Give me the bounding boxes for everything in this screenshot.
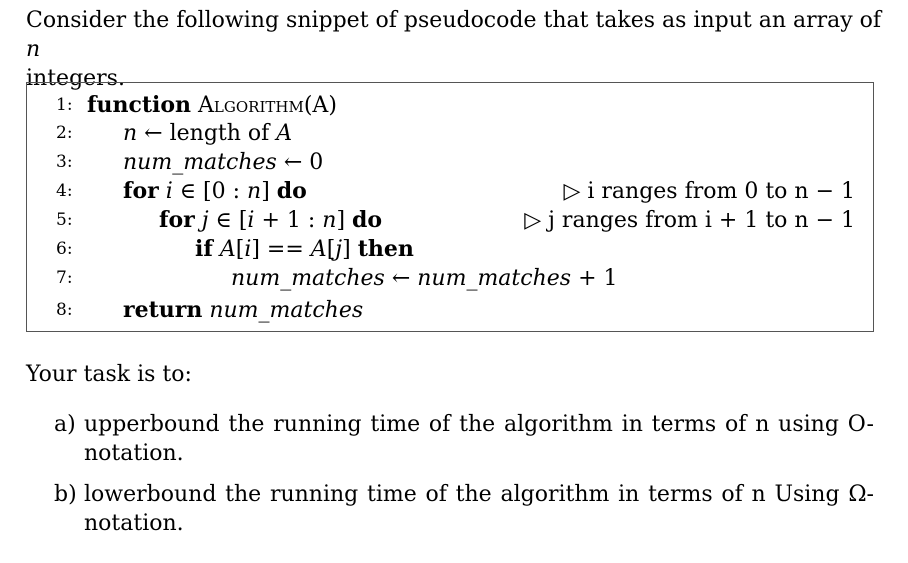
line-number: 4: [56,181,73,201]
item-text: upperbound the running time of the algorithm in terms of n using O- notation. [84,412,874,466]
code-text: for i ∈ [0 : n] do [123,178,307,204]
line-number: 1: [56,95,73,115]
intro-text-end: integers. [26,66,125,91]
item-label: a) [54,412,76,437]
line-number: 8: [56,300,73,320]
code-text: n ← length of A [123,121,293,146]
line-number: 2: [56,123,73,143]
item-label: b) [54,482,77,507]
line-comment: ▷ i ranges from 0 to n − 1 [563,179,855,204]
line-comment: ▷ j ranges from i + 1 to n − 1 [524,208,855,233]
algorithm-line-8 [27,296,873,325]
algorithm-line-4 [27,177,873,206]
algorithm-line-3 [27,148,873,177]
code-text: return num_matches [123,297,364,323]
intro-text-start: Consider the following snippet of pseudocode that takes as input an array of [26,8,882,33]
intro-paragraph [26,6,886,93]
code-text: num_matches ← 0 [123,150,324,175]
code-text: function Algorithm(A) [87,92,337,118]
algorithm-line-6 [27,235,873,264]
item-text: lowerbound the running time of the algorithm in terms of n Using Ω- notation. [84,482,874,536]
code-text: for j ∈ [i + 1 : n] do [159,207,383,233]
line-number: 6: [56,239,73,259]
algorithm-line-2 [27,119,873,148]
intro-variable-n: n [26,37,41,62]
algorithm-line-7 [27,264,873,293]
line-number: 5: [56,210,73,230]
line-number: 7: [56,268,73,288]
algorithm-line-1 [27,91,873,120]
code-text: if A[i] == A[j] then [195,236,414,262]
code-text: num_matches ← num_matches + 1 [231,266,618,291]
task-heading: Your task is to: [26,362,192,387]
line-number: 3: [56,152,73,172]
algorithm-line-5 [27,206,873,235]
algorithm-box [26,82,874,332]
